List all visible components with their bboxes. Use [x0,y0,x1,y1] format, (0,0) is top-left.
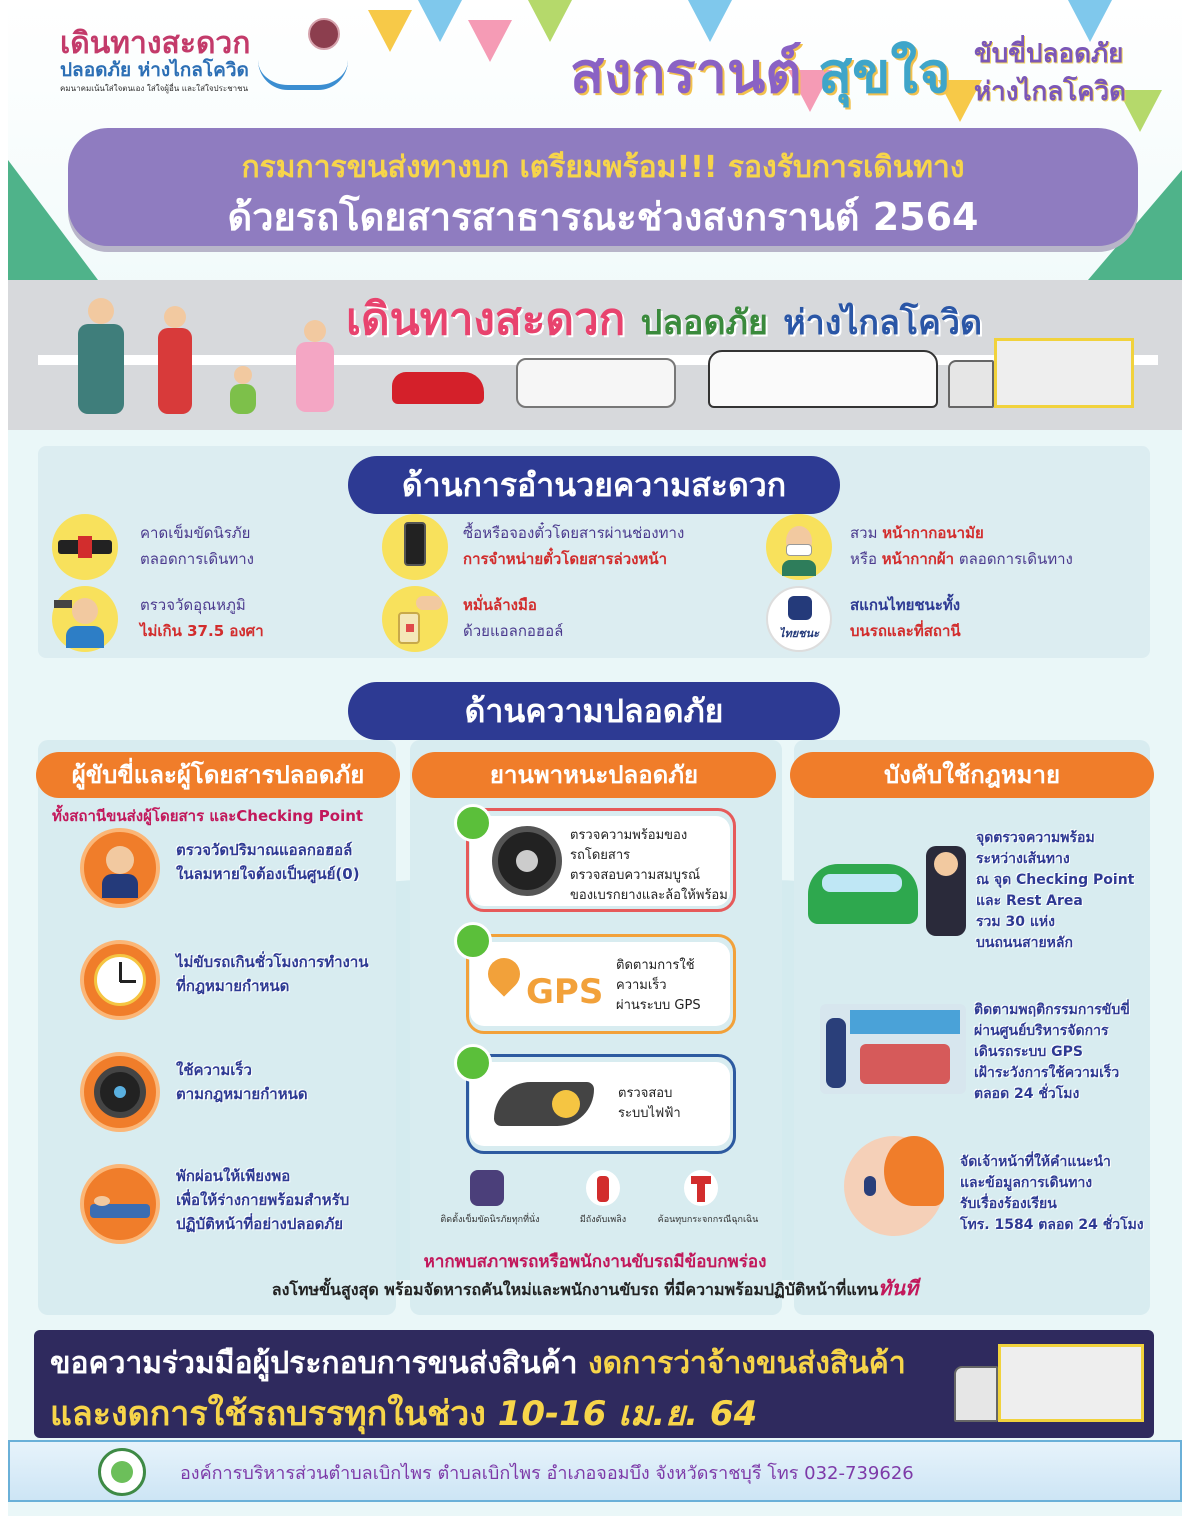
minibus-icon [516,358,676,408]
checkmark-icon [454,804,492,842]
banner-line1: กรมการขนส่งทางบก เตรียมพร้อม!!! รองรับการเดินทาง [241,150,965,185]
truck-box-icon [998,1344,1144,1422]
checkmark-icon [454,1044,492,1082]
convenience-item-temperature: ตรวจวัดอุณหภูมิ ไม่เกิน 37.5 องศา [140,596,264,640]
bunting-flag [418,0,462,42]
driver-icon [80,828,160,908]
logo-text-line1: เดินทางสะดวก [60,26,251,61]
police-car-icon [808,864,918,924]
control-center-icon [820,1004,966,1094]
safety-item-speed: ใช้ความเร็ว ตามกฎหมายกำหนด [176,1061,308,1103]
safety-col3-title: บังคับใช้กฎหมาย [790,752,1154,798]
safety-col1-subtitle: ทั้งสถานีขนส่งผู้โดยสาร และChecking Point [52,807,364,825]
hammer-icon [684,1170,718,1206]
truck-box-icon [994,338,1134,408]
law-item-checkpoint: จุดตรวจความพร้อม ระหว่างเส้นทาง ณ จุด Checking Point และ Rest Area รวม 30 แห่ง บนถนนสายหลัก [976,830,1135,951]
organization-seal-icon [98,1448,146,1496]
ministry-seal-icon [308,18,340,50]
seat-belt-seat-icon [470,1170,504,1206]
vehicle-check-text: ตรวจความพร้อมของ รถโดยสาร ตรวจสอบความสมบูรณ์ ของเบรกยางและล้อให้พร้อม [570,828,728,903]
vehicle-check-card [470,816,730,906]
seatbelt-icon [52,514,118,580]
footer [8,1440,1182,1502]
call-center-icon [844,1136,944,1236]
checkmark-icon [454,922,492,960]
drive-safe-line1: ขับขี่ปลอดภัย [974,39,1124,69]
safety-item-rest: พักผ่อนให้เพียงพอ เพื่อให้ร่างกายพร้อมสำหรับ ปฏิบัติหน้าที่อย่างปลอดภัย [176,1167,350,1233]
car-icon [392,372,484,404]
convenience-item-handwash: หมั่นล้างมือ ด้วยแอลกอฮอล์ [463,596,564,640]
bunting-flag [368,10,412,52]
equipment-hammer-label: ค้อนทุบกระจกกรณีฉุกเฉิน [657,1215,759,1225]
freight-notice-line2: และงดการใช้รถบรรทุกในช่วง 10-16 เม.ย. 64 [50,1394,758,1434]
convenience-title: ด้านการอำนวยความสะดวก [348,456,840,514]
tire-icon [492,826,562,896]
convenience-item-mask: สวม หน้ากากอนามัย หรือ หน้ากากผ้า ตลอดการเดินทาง [850,524,1073,568]
safety-item-alcohol: ตรวจวัดปริมาณแอลกอฮอล์ ในลมหายใจต้องเป็นศูนย์(0) [176,841,360,883]
fire-extinguisher-icon [586,1170,620,1206]
sukjai-title: สุขใจ [818,41,951,106]
songkran-title: สงกรานต์ [570,41,802,106]
gps-card [470,942,730,1026]
gps-text: ติดตามการใช้ ความเร็ว ผ่านระบบ GPS [616,958,701,1013]
safety-col2-title: ยานพาหนะปลอดภัย [412,752,776,798]
logo-wave-icon [258,60,348,90]
safety-item-workhours: ไม่ขับรถเกินชั่วโมงการทำงาน ที่กฎหมายกำหนด [176,953,369,995]
law-item-gps-monitor: ติดตามพฤติกรรมการขับขี่ ผ่านศูนย์บริหารจัดการ เดินรถระบบ GPS เฝ้าระวังการใช้ความเร็ว ตลอด 24 ชั่วโมง [974,1002,1130,1102]
truck-cab-icon [954,1366,998,1422]
travel-slogan [346,284,982,354]
electrical-text: ตรวจสอบ ระบบไฟฟ้า [618,1086,681,1121]
electrical-card [470,1062,730,1146]
thermometer-icon [52,586,118,652]
safety-col1-title: ผู้ขับขี่และผู้โดยสารปลอดภัย [36,752,400,798]
drive-safe-text [974,35,1126,111]
convenience-item-thaichana: สแกนไทยชนะทั้ง บนรถและที่สถานี [850,596,961,640]
warning-emphasis: ทันที [878,1276,919,1300]
phone-ticket-icon [382,514,448,580]
mask-icon [766,514,832,580]
gps-label: GPS [526,972,604,1012]
hand-sanitizer-icon [382,586,448,652]
equipment-extinguisher-label: มีถังดับเพลิง [579,1215,627,1225]
equipment-seatbelt-label: ติดตั้งเข็มขัดนิรภัยทุกที่นั่ง [440,1215,540,1225]
freight-notice-line1: ขอความร่วมมือผู้ประกอบการขนส่งสินค้า งดการว่าจ้างขนส่งสินค้า [50,1346,906,1381]
slogan-part2: ปลอดภัย [640,303,768,343]
law-item-call-center: จัดเจ้าหน้าที่ให้คำแนะนำ และข้อมูลการเดินทาง รับเรื่องร้องเรียน โทร. 1584 ตลอด 24 ชั่วโมง [960,1154,1144,1233]
warning-line2: ลงโทษขั้นสูงสุด พร้อมจัดหารถคันใหม่และพนักงานขับรถ ที่มีความพร้อมปฏิบัติหน้าที่แทนทันที [271,1276,919,1300]
convenience-item-ticket: ซื้อหรือจองตั๋วโดยสารผ่านช่องทาง การจำหน่ายตั๋วโดยสารล่วงหน้า [463,524,685,568]
bunting-flag [468,20,512,62]
gps-icon [481,951,526,996]
freight-notice-banner [34,1330,1154,1438]
warning-line1: หากพบสภาพรถหรือพนักงานขับรถมีข้อบกพร่อง [423,1252,767,1272]
rest-bed-icon [80,1164,160,1244]
banner-line2: ด้วยรถโดยสารสาธารณะช่วงสงกรานต์ 2564 [227,195,979,239]
bunting-flag [528,0,572,42]
main-banner [68,128,1138,246]
speedometer-icon [80,1052,160,1132]
convenience-item-seatbelt: คาดเข็มขัดนิรภัย ตลอดการเดินทาง [140,524,255,568]
drive-safe-line2: ห่างไกลโควิด [974,77,1127,107]
logo-text-line2: ปลอดภัย ห่างไกลโควิด [60,59,249,81]
clock-icon [80,940,160,1020]
slogan-part1: เดินทางสะดวก [346,294,626,345]
logo-text-line3: คมนาคมเน้นใส่ใจตนเอง ใส่ใจผู้อื่น และใส่ใจประชาชน [60,84,249,93]
thaichana-icon: ไทยชนะ [766,586,832,652]
footer-text: องค์การบริหารส่วนตำบลเบิกไพร ตำบลเบิกไพร อำเภอจอมบึง จังหวัดราชบุรี โทร 032-739626 [180,1463,914,1484]
truck-cab-icon [948,360,994,408]
bus-icon [708,350,938,408]
headlight-icon [494,1082,594,1126]
police-officer-icon [926,846,966,936]
header [8,0,1182,430]
infographic-page [8,0,1182,1516]
safety-title: ด้านความปลอดภัย [348,682,840,740]
slogan-part3: ห่างไกลโควิด [783,303,983,343]
